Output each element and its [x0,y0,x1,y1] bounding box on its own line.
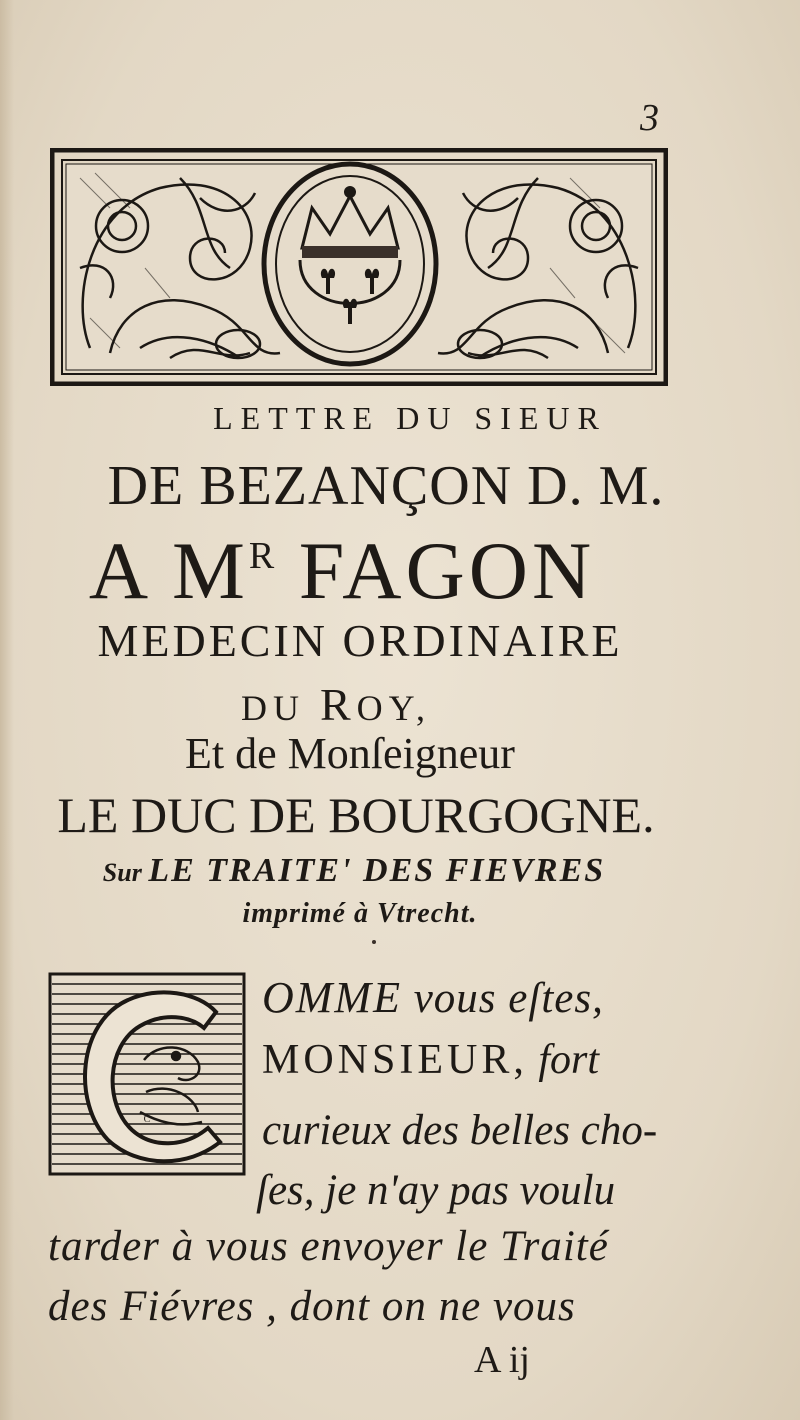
title-line-3-main: A M [88,525,249,616]
page-number: 3 [640,97,659,139]
title-line-1: LETTRE DU SIEUR [213,400,607,436]
title-line-3-superscript: R [248,535,275,577]
decorated-initial-letter: C [143,1114,151,1125]
signature-mark: A ij [474,1339,530,1381]
title-line-5-prefix: DU [240,688,320,728]
body-line-4: ſes, je n'ay pas voulu [256,1167,616,1214]
title-line-2: DE BEZANÇON D. M. [107,455,665,517]
body-line-1 [262,972,604,1023]
body-line-1-rest: vous eſtes, [401,975,604,1022]
title-line-8-rest: LE TRAITE' DES FIEVRES [148,852,606,889]
body-line-5: tarder à vous envoyer le Traité [48,1223,609,1270]
body-line-3: curieux des belles cho- [262,1107,658,1154]
title-line-8 [0,852,754,890]
title-line-5-rest: OY, [356,688,432,728]
body-line-2-caps: MONSIEUR, [262,1037,528,1083]
body-line-2 [262,1036,599,1084]
title-line-6: Et de Monſeigneur [185,729,515,778]
headpiece-ornament [50,148,668,386]
title-line-5-initial: R [319,679,357,730]
body-line-6: des Fiévres , dont on ne vous [48,1283,576,1330]
decorated-initial [48,972,246,1178]
title-line-4: MEDECIN ORDINAIRE [97,615,623,666]
title-line-3 [0,524,742,618]
title-line-8-prefix: Sur [102,858,149,887]
body-line-2-italic: fort [527,1037,600,1083]
body-line-1-caps: OMME [262,973,402,1022]
title-line-3-rest: FAGON [274,525,596,616]
separator-dot [372,940,376,944]
title-line-9: imprimé à Vtrecht. [242,898,478,929]
title-line-7: LE DUC DE BOURGOGNE. [57,787,655,843]
title-line-5 [0,678,736,731]
